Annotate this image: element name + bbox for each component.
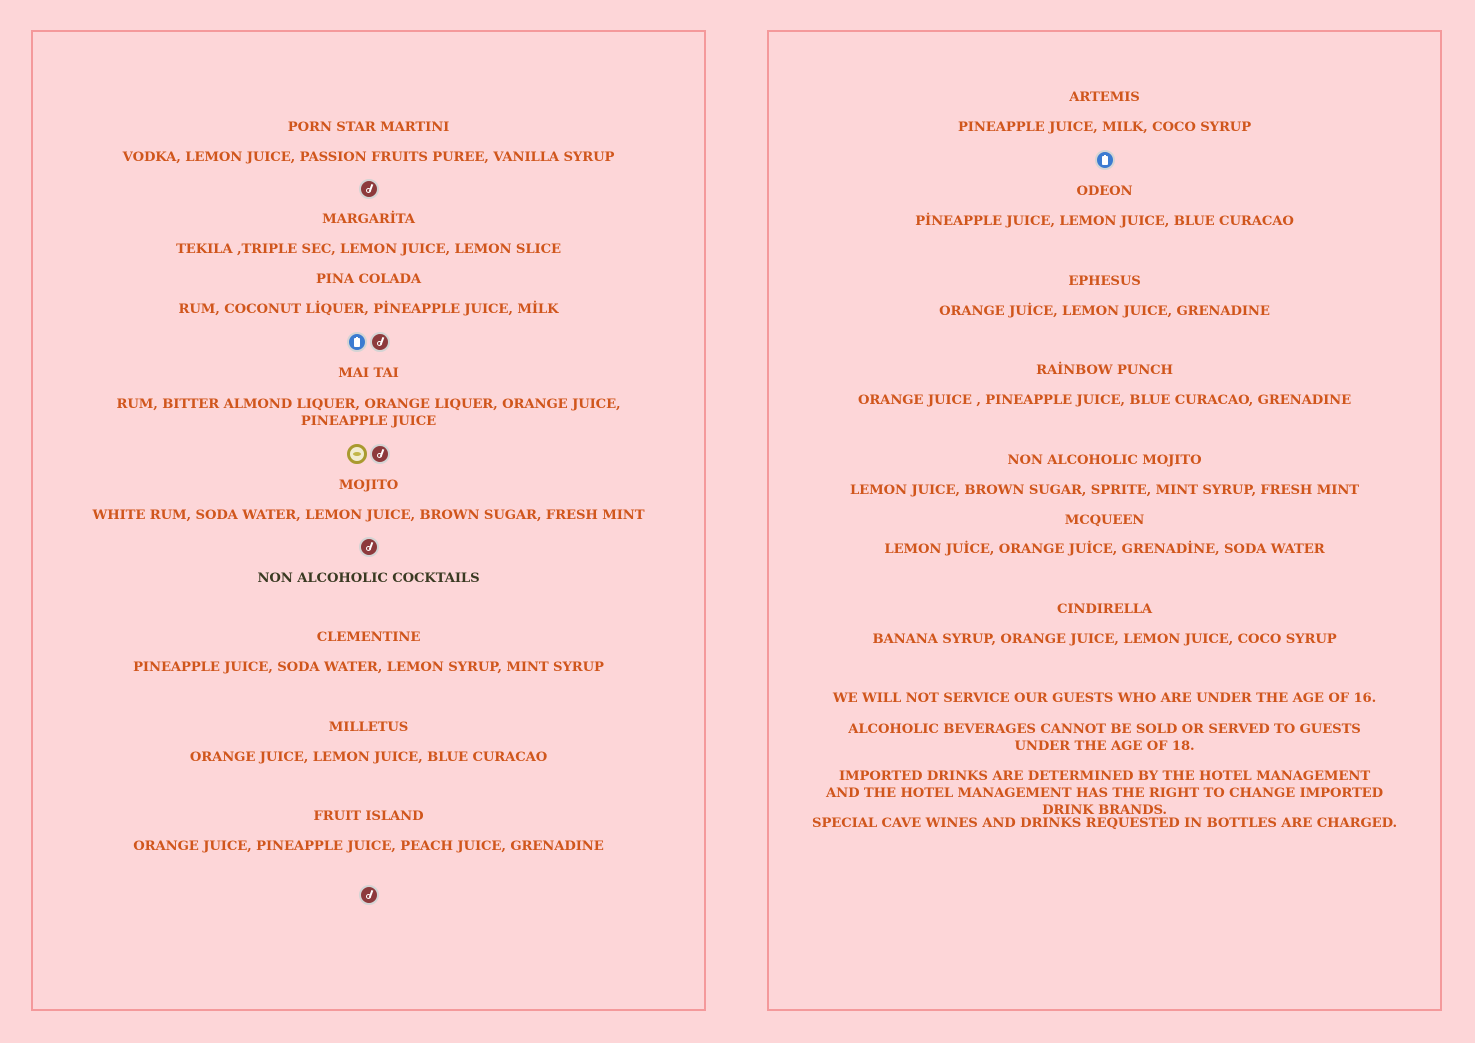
milk-icon	[1095, 150, 1115, 170]
drink-ingredients-milletus: ORANGE JUICE, LEMON JUICE, BLUE CURACAO	[189, 750, 548, 765]
drink-name-margarita: MARGARİTA	[322, 212, 415, 227]
drink-ingredients-mcqueen: LEMON JUİCE, ORANGE JUİCE, GRENADİNE, SODA WATER	[884, 542, 1325, 557]
drink-name-milletus: MILLETUS	[328, 720, 409, 735]
drink-name-mcqueen: MCQUEEN	[1064, 513, 1145, 528]
drink-name-clementine: CLEMENTINE	[316, 630, 421, 645]
alcohol-icon	[359, 179, 379, 199]
alcohol-icon	[359, 537, 379, 557]
drink-ingredients-clementine: PINEAPPLE JUICE, SODA WATER, LEMON SYRUP, MINT SYRUP	[133, 660, 604, 675]
drink-name-ephesus: EPHESUS	[1068, 274, 1141, 289]
drink-name-fruit-island: FRUIT ISLAND	[313, 809, 424, 824]
drink-name-non-alcoholic-mojito: NON ALCOHOLIC MOJITO	[1007, 453, 1202, 468]
drink-ingredients-odeon: PİNEAPPLE JUICE, LEMON JUICE, BLUE CURACAO	[915, 214, 1294, 229]
drink-ingredients-artemis: PINEAPPLE JUICE, MILK, COCO SYRUP	[957, 120, 1252, 135]
allergen-icons-pina-colada	[33, 331, 704, 353]
allergen-icons-porn-star-martini	[33, 178, 704, 200]
drink-name-cindirella: CINDIRELLA	[1056, 602, 1153, 617]
drink-name-pina-colada: PINA COLADA	[315, 272, 422, 287]
drink-name-rainbow-punch: RAİNBOW PUNCH	[1036, 363, 1173, 378]
nut-icon	[347, 444, 367, 464]
drink-name-artemis: ARTEMIS	[1069, 90, 1140, 105]
right-menu-page	[767, 30, 1442, 1011]
drink-name-mai-tai: MAI TAI	[338, 366, 399, 381]
drink-ingredients-porn-star-martini: VODKA, LEMON JUICE, PASSION FRUITS PUREE, VANILLA SYRUP	[122, 150, 615, 165]
notice-special-wines: SPECIAL CAVE WINES AND DRINKS REQUESTED IN BOTTLES ARE CHARGED.	[812, 816, 1397, 831]
drink-ingredients-mai-tai: RUM, BITTER ALMOND LIQUER, ORANGE LIQUER, ORANGE JUICE, PINEAPPLE JUICE	[116, 397, 621, 429]
left-menu-page	[31, 30, 706, 1011]
alcohol-icon	[359, 885, 379, 905]
allergen-icons-artemis	[769, 149, 1440, 171]
drink-ingredients-pina-colada: RUM, COCONUT LİQUER, PİNEAPPLE JUICE, MİLK	[178, 302, 559, 317]
notice-age-16: WE WILL NOT SERVICE OUR GUESTS WHO ARE UNDER THE AGE OF 16.	[832, 691, 1377, 706]
allergen-icons-fruit-island	[33, 884, 704, 906]
drink-ingredients-rainbow-punch: ORANGE JUICE , PINEAPPLE JUICE, BLUE CURACAO, GRENADINE	[857, 393, 1352, 408]
notice-age-18: ALCOHOLIC BEVERAGES CANNOT BE SOLD OR SERVED TO GUESTS UNDER THE AGE OF 18.	[848, 722, 1361, 754]
drink-name-odeon: ODEON	[1076, 184, 1133, 199]
notice-imported-drinks: IMPORTED DRINKS ARE DETERMINED BY THE HOTEL MANAGEMENT AND THE HOTEL MANAGEMENT HAS THE RIGHT TO CHANGE IMPORTED DRINK BRANDS.	[826, 769, 1383, 818]
drink-ingredients-margarita: TEKILA ,TRIPLE SEC, LEMON JUICE, LEMON SLICE	[176, 242, 561, 257]
alcohol-icon	[370, 332, 390, 352]
drink-ingredients-fruit-island: ORANGE JUICE, PINEAPPLE JUICE, PEACH JUICE, GRENADINE	[133, 839, 604, 854]
drink-ingredients-ephesus: ORANGE JUİCE, LEMON JUICE, GRENADINE	[939, 304, 1270, 319]
drink-ingredients-mojito: WHITE RUM, SODA WATER, LEMON JUICE, BROWN SUGAR, FRESH MINT	[92, 508, 645, 523]
section-heading-non-alcoholic: NON ALCOHOLIC COCKTAILS	[257, 571, 480, 586]
alcohol-icon	[370, 444, 390, 464]
drink-name-porn-star-martini: PORN STAR MARTINI	[287, 120, 450, 135]
allergen-icons-mojito	[33, 536, 704, 558]
drink-name-mojito: MOJITO	[338, 478, 399, 493]
drink-ingredients-cindirella: BANANA SYRUP, ORANGE JUICE, LEMON JUICE, COCO SYRUP	[872, 632, 1337, 647]
drink-ingredients-non-alcoholic-mojito: LEMON JUICE, BROWN SUGAR, SPRITE, MINT SYRUP, FRESH MINT	[849, 483, 1360, 498]
milk-icon	[347, 332, 367, 352]
allergen-icons-mai-tai	[33, 443, 704, 465]
